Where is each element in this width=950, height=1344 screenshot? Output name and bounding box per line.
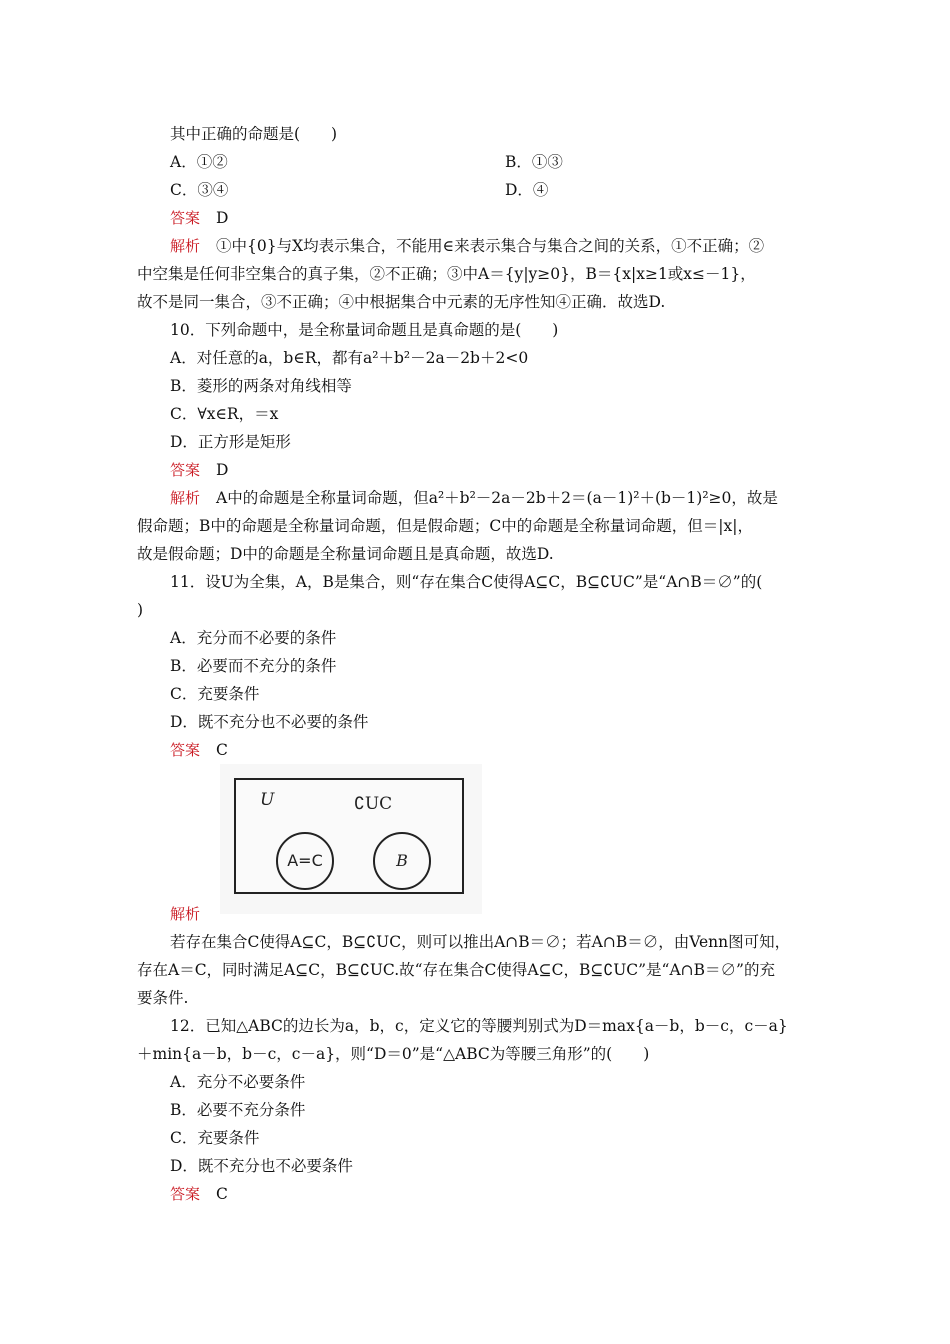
universal-set-box: [234, 778, 464, 894]
analysis-text: A中的命题是全称量词命题，但a²＋b²－2a－2b＋2＝(a－1)²＋(b－1)²≥0，故是: [216, 489, 778, 507]
answer-line: [170, 208, 228, 228]
option-c: C．充要条件: [170, 685, 260, 703]
option-b: B．菱形的两条对角线相等: [170, 377, 352, 395]
option-c: C．充要条件: [170, 1129, 260, 1147]
option-a: A．对任意的a，b∈R，都有a²＋b²－2a－2b＋2<0: [170, 349, 529, 367]
option-b: B．①③: [505, 153, 563, 171]
question-11: 11．设U为全集，A，B是集合，则“存在集合C使得A⊆C，B⊆∁UC”是“A∩B＝∅”的(: [170, 573, 763, 591]
option-d: D．既不充分也不必要条件: [170, 1157, 353, 1175]
analysis-label: 解析: [170, 905, 201, 923]
analysis-line: [170, 904, 200, 924]
option-d: D．④: [505, 181, 549, 199]
set-a-circle: [276, 832, 334, 890]
venn-diagram: [220, 764, 482, 914]
analysis-text: 故不是同一集合，③不正确；④中根据集合中元素的无序性知④正确．故选D.: [137, 293, 666, 311]
option-b: B．必要不充分条件: [170, 1101, 306, 1119]
question-12: 12．已知△ABC的边长为a，b，c，定义它的等腰判别式为D＝max{a－b，b－c，c－a}: [170, 1017, 788, 1035]
analysis-text: 中空集是任何非空集合的真子集，②不正确；③中A＝{y|y≥0}，B＝{x|x≥1或x≤－1}，: [137, 265, 756, 283]
answer-label: 答案: [170, 461, 201, 479]
analysis-text: 存在A＝C，同时满足A⊆C，B⊆∁UC.故“存在集合C使得A⊆C，B⊆∁UC”是“A∩B＝∅”的充: [137, 961, 775, 979]
analysis-line: [170, 236, 764, 256]
analysis-label: 解析: [170, 489, 201, 507]
option-b: B．必要而不充分的条件: [170, 657, 337, 675]
answer-value: C: [216, 741, 228, 759]
question-stem: 其中正确的命题是( ): [170, 125, 338, 143]
answer-label: 答案: [170, 209, 201, 227]
analysis-text: 要条件.: [137, 989, 189, 1007]
answer-value: C: [216, 1185, 228, 1203]
set-a-label: A=C: [287, 851, 323, 870]
option-a: A．①②: [170, 153, 228, 171]
complement-label: ∁UC: [354, 794, 393, 814]
answer-value: D: [216, 209, 229, 227]
analysis-label: 解析: [170, 237, 201, 255]
question-12-continued: ＋min{a－b，b－c，c－a}，则“D＝0”是“△ABC为等腰三角形”的( ): [137, 1045, 650, 1063]
question-11-continued: ): [137, 601, 144, 619]
answer-label: 答案: [170, 1185, 201, 1203]
option-c: C．③④: [170, 181, 229, 199]
analysis-text: 假命题；B中的命题是全称量词命题，但是假命题；C中的命题是全称量词命题，但＝|x|，: [137, 517, 753, 535]
option-d: D．既不充分也不必要的条件: [170, 713, 369, 731]
option-a: A．充分不必要条件: [170, 1073, 306, 1091]
answer-value: D: [216, 461, 229, 479]
question-10: 10．下列命题中，是全称量词命题且是真命题的是( ): [170, 321, 559, 339]
set-b-label: B: [396, 851, 408, 870]
set-b-circle: [373, 832, 431, 890]
option-c: C．∀x∈R，＝x: [170, 405, 279, 423]
universe-label: U: [260, 790, 275, 810]
answer-label: 答案: [170, 741, 201, 759]
answer-line: [170, 1184, 228, 1204]
answer-line: [170, 740, 228, 760]
analysis-text: 故是假命题；D中的命题是全称量词命题且是真命题，故选D.: [137, 545, 554, 563]
analysis-text: ①中{0}与X均表示集合，不能用∈来表示集合与集合之间的关系，①不正确；②: [216, 237, 765, 255]
option-a: A．充分而不必要的条件: [170, 629, 337, 647]
option-d: D．正方形是矩形: [170, 433, 291, 451]
analysis-line: [170, 488, 778, 508]
answer-line: [170, 460, 228, 480]
analysis-text: 若存在集合C使得A⊆C，B⊆∁UC，则可以推出A∩B＝∅；若A∩B＝∅，由Venn图可知，: [170, 933, 791, 951]
